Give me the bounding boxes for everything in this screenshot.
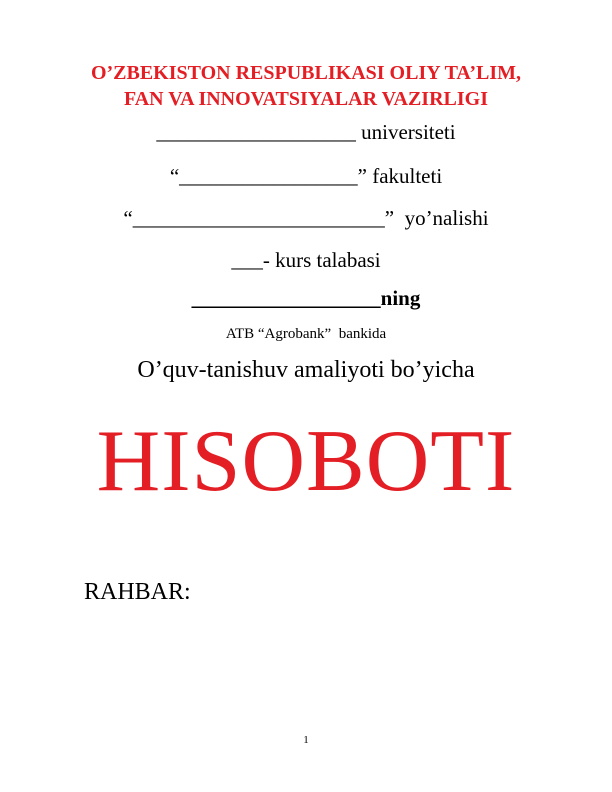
page-number: 1 xyxy=(303,734,309,746)
practice-type-line: O’quv-tanishuv amaliyoti bo’yicha xyxy=(137,357,475,383)
ministry-title-line-1: O’ZBEKISTON RESPUBLIKASI OLIY TA’LIM, xyxy=(90,62,522,84)
university-field: ___________________ universiteti xyxy=(156,120,456,144)
bank-line: ATB “Agrobank” bankida xyxy=(225,326,387,342)
student-name-field: __________________ning xyxy=(191,286,421,310)
ministry-title-line-2: FAN VA INNOVATSIYALAR VAZIRLIGI xyxy=(123,88,488,110)
supervisor-label: RAHBAR: xyxy=(84,579,191,605)
faculty-field: “_________________” fakulteti xyxy=(169,164,443,188)
course-field: ___- kurs talabasi xyxy=(231,248,381,272)
report-title: HISOBOTI xyxy=(96,413,516,510)
direction-field: “________________________” yo’nalishi xyxy=(123,206,489,230)
